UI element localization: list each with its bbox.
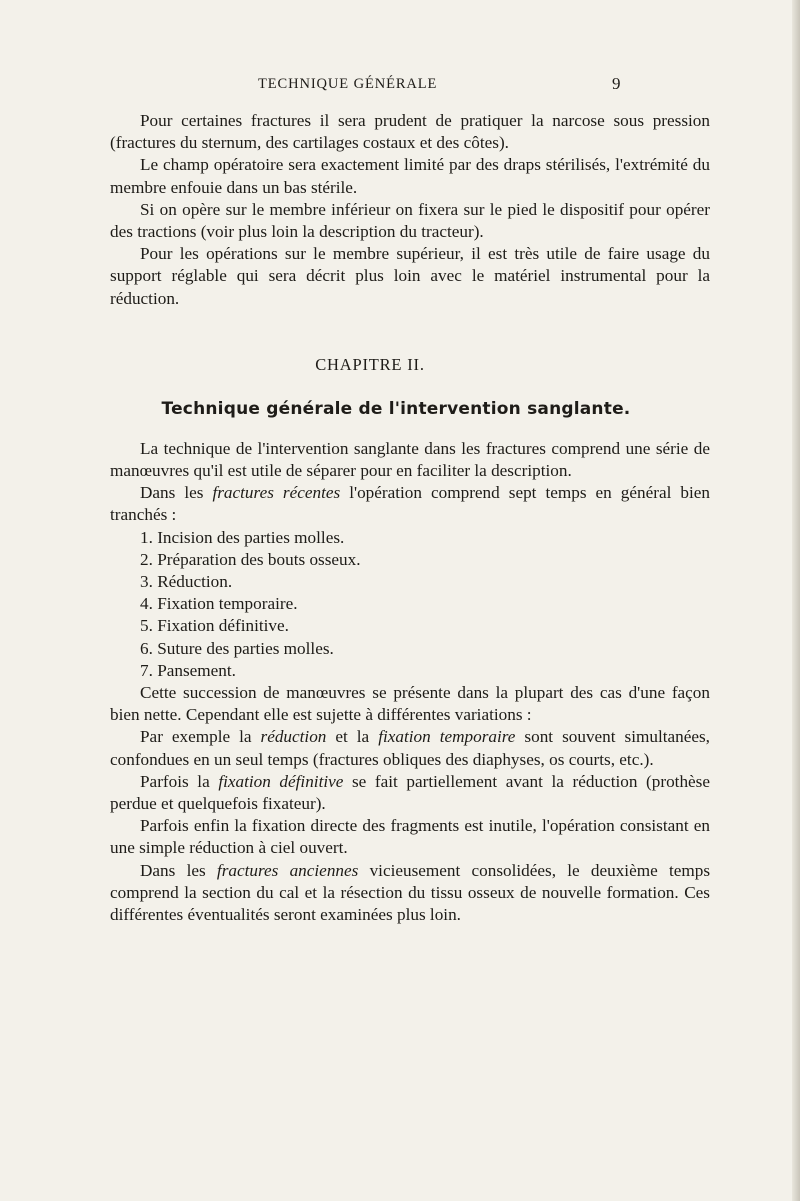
steps-list <box>110 527 710 682</box>
paragraph: Cette succession de manœuvres se présente dans la plupart des cas d'une façon bien nette. Cependant elle est sujette à différentes variations : <box>110 683 710 725</box>
emphasis: réduction <box>260 727 327 747</box>
text-run: et la <box>326 727 379 747</box>
section-title: Technique générale de l'intervention sanglante. <box>161 398 631 419</box>
text-run: vicieusement consolidées, le deuxième temps comprend la section du cal et la résection du tissu osseux de nouvelle formation. Ces différentes éventualités seront examinées plus loin. <box>110 860 711 925</box>
page-edge-shadow <box>792 0 800 1201</box>
list-item: 6. Suture des parties molles. <box>140 638 334 658</box>
text-run: Dans les <box>140 483 213 503</box>
text-run: Par exemple la <box>140 727 261 747</box>
paragraph <box>110 726 710 770</box>
list-item: 4. Fixation temporaire. <box>140 594 298 614</box>
emphasis: fractures anciennes <box>216 860 359 880</box>
paragraph: Parfois enfin la fixation directe des fragments est inutile, l'opération consistant en une simple réduction à ciel ouvert. <box>110 816 710 858</box>
running-title: TECHNIQUE GÉNÉRALE <box>258 76 438 92</box>
emphasis: fixation définitive <box>218 771 344 791</box>
emphasis: fractures récentes <box>212 483 341 503</box>
list-item: 7. Pansement. <box>140 660 236 680</box>
paragraph <box>110 771 710 815</box>
page-number: 9 <box>612 74 621 93</box>
paragraph: Pour les opérations sur le membre supérieur, il est très utile de faire usage du support réglable qui sera décrit plus loin avec le matériel instrumental pour la réduction. <box>110 244 710 308</box>
text-run: se fait partiellement avant la réduction (prothèse perdue et quelquefois fixateur). <box>110 771 710 814</box>
list-item: 1. Incision des parties molles. <box>140 527 345 547</box>
text-run: Dans les <box>140 860 217 880</box>
list-item: 2. Préparation des bouts osseux. <box>140 549 361 569</box>
text-run: Parfois la <box>140 771 219 791</box>
running-head <box>0 74 800 94</box>
list-item: 3. Réduction. <box>140 572 233 592</box>
emphasis: fixation temporaire <box>378 727 516 747</box>
text-run: sont souvent simultanées, confondues en un seul temps (fractures obliques des diaphyses, os courts, etc.). <box>110 727 710 769</box>
paragraph: Le champ opératoire sera exactement limité par des draps stérilisés, l'extrémité du membre enfouie dans un bas stérile. <box>110 155 710 197</box>
list-item: 5. Fixation définitive. <box>140 616 289 636</box>
body-text <box>110 110 710 926</box>
paragraph: La technique de l'intervention sanglante dans les fractures comprend une série de manœuvres qu'il est utile de séparer pour en faciliter la description. <box>110 438 710 481</box>
text-run: l'opération comprend sept temps en général bien tranchés : <box>110 483 710 525</box>
chapter-heading: CHAPITRE II. <box>315 354 425 374</box>
paragraph: Si on opère sur le membre inférieur on fixera sur le pied le dispositif pour opérer des tractions (voir plus loin la description du tracteur). <box>110 199 710 242</box>
paragraph <box>110 482 710 526</box>
paragraph: Pour certaines fractures il sera prudent de pratiquer la narcose sous pression (fractures du sternum, des cartilages costaux et des côtes). <box>110 111 710 153</box>
paragraph <box>110 860 710 927</box>
